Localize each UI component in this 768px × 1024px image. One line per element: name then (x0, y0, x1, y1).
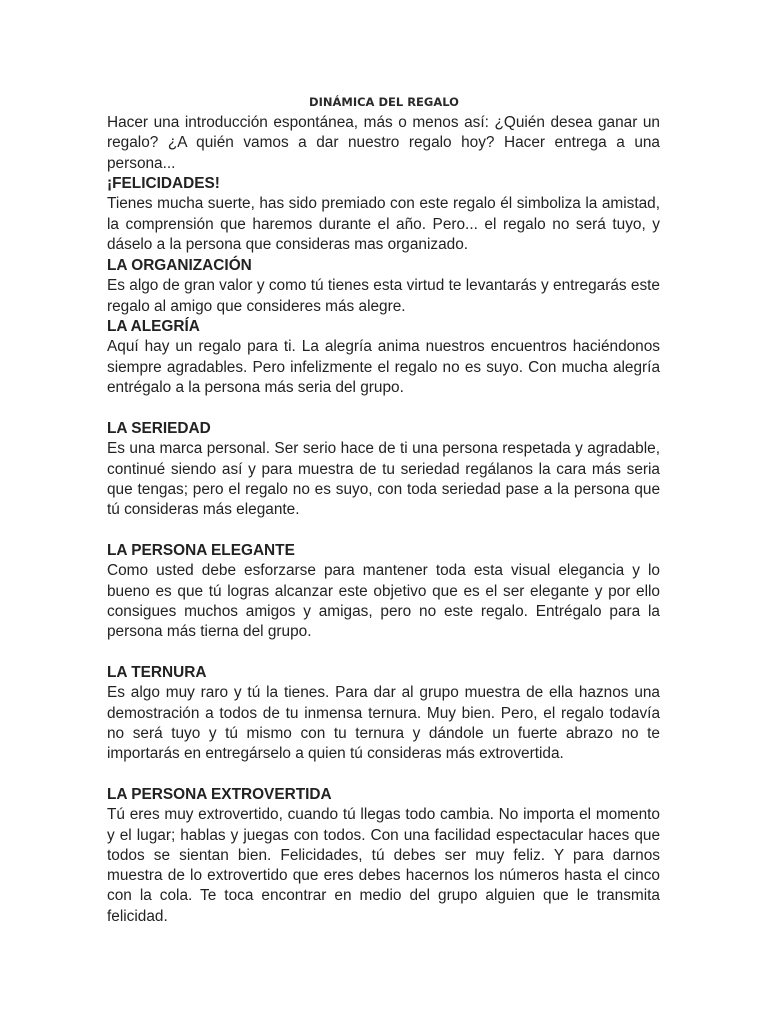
section-heading: LA ALEGRÍA (107, 318, 200, 335)
section-heading: LA TERNURA (107, 664, 207, 681)
section-heading: ¡FELICIDADES! (107, 175, 220, 192)
section-body: Tienes mucha suerte, has sido premiado con este regalo él simboliza la amistad, la comprensión que haremos durante el año. Pero... el regalo no será tuyo, y dáselo a la persona que consideras mas organizado. (107, 195, 660, 253)
section-alegria (107, 317, 660, 398)
section-body: Tú eres muy extrovertido, cuando tú llegas todo cambia. No importa el momento y el lugar; hablas y juegas con todos. Con una facilidad espectacular haces que todos se sientan bien. Felicidades, tú debes ser muy feliz. Y para darnos muestra de lo extrovertido que eres debes hacernos los números hasta el cinco con la cola. Te toca encontrar en medio del grupo alguien que le transmita felicidad. (107, 806, 660, 925)
section-heading: LA PERSONA ELEGANTE (107, 542, 295, 559)
section-heading: LA SERIEDAD (107, 420, 211, 437)
section-body: Es una marca personal. Ser serio hace de ti una persona respetada y agradable, continué siendo así y para muestra de tu seriedad regálanos la cara más seria que tengas; pero el regalo no es suyo, con toda seriedad pase a la persona que tú consideras más elegante. (107, 440, 660, 519)
section-heading: LA ORGANIZACIÓN (107, 257, 252, 274)
section-organizacion (107, 256, 660, 317)
section-persona-elegante (107, 541, 660, 642)
intro-block (107, 113, 660, 174)
section-body: Como usted debe esforzarse para mantener toda esta visual elegancia y lo bueno es que tú logras alcanzar este objetivo que es el ser elegante y por ello consigues muchos amigos y amigas, pero no este regalo. Entrégalo para la persona más tierna del grupo. (107, 562, 660, 641)
intro-paragraph: Hacer una introducción espontánea, más o menos así: ¿Quién desea ganar un regalo? ¿A quién vamos a dar nuestro regalo hoy? Hacer entrega a una persona... (107, 114, 660, 172)
section-heading: LA PERSONA EXTROVERTIDA (107, 786, 332, 803)
section-persona-extrovertida (107, 785, 660, 927)
section-body: Es algo muy raro y tú la tienes. Para dar al grupo muestra de ella haznos una demostración a todos de tu inmensa ternura. Muy bien. Pero, el regalo todavía no será tuyo y tú mismo con tu ternura y dándole un fuerte abrazo no te importarás en entregárselo a quien tú consideras más extrovertida. (107, 684, 660, 763)
section-seriedad (107, 419, 660, 520)
section-body: Es algo de gran valor y como tú tienes esta virtud te levantarás y entregarás este regalo al amigo que consideres más alegre. (107, 277, 660, 315)
section-felicidades (107, 174, 660, 255)
section-ternura (107, 663, 660, 764)
section-body: Aquí hay un regalo para ti. La alegría anima nuestros encuentros haciéndonos siempre agradables. Pero infelizmente el regalo no es suyo. Con mucha alegría entrégalo a la persona más seria del grupo. (107, 338, 660, 396)
document-title: DINÁMICA DEL REGALO (309, 95, 459, 109)
